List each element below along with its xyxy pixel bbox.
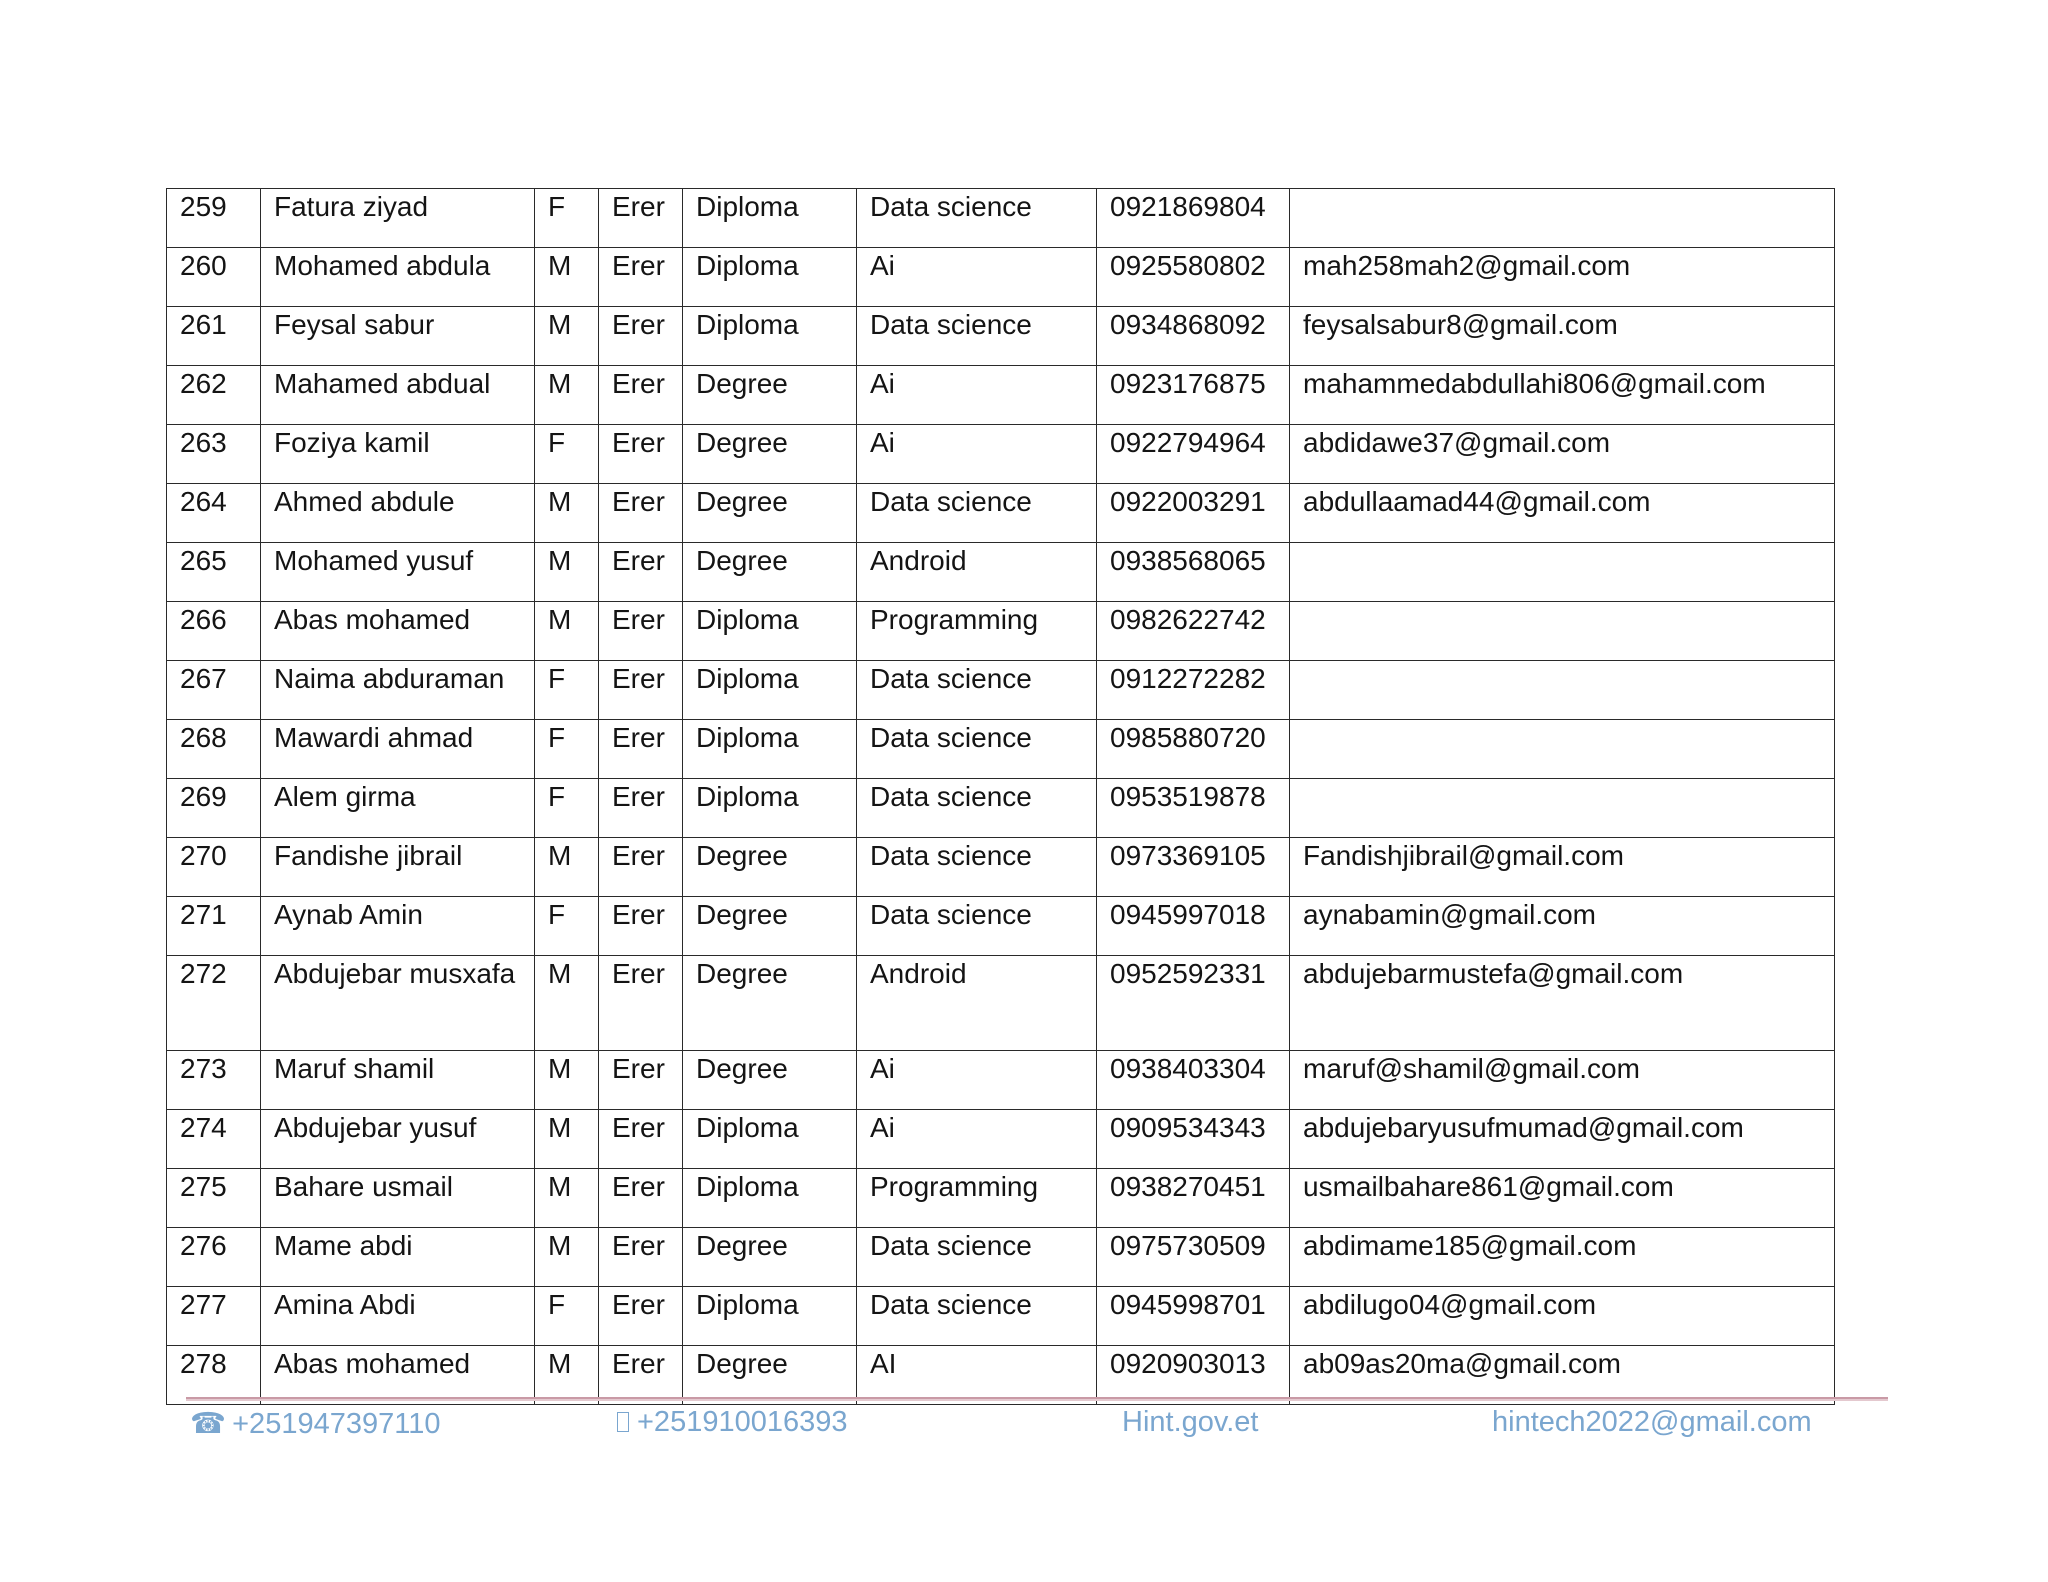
sex-cell: F: [535, 779, 599, 838]
level-cell: Diploma: [683, 307, 857, 366]
phone-cell: 0952592331: [1097, 956, 1290, 1051]
sex-cell: M: [535, 1346, 599, 1405]
phone-cell: 0938568065: [1097, 543, 1290, 602]
phone-cell: 0925580802: [1097, 248, 1290, 307]
footer-phone-secondary[interactable]: [617, 1406, 847, 1439]
email-cell: [1290, 543, 1835, 602]
email-cell: [1290, 661, 1835, 720]
table-row: [167, 1110, 1835, 1169]
table-row: [167, 602, 1835, 661]
email-cell: [1290, 720, 1835, 779]
student-name: Abas mohamed: [261, 602, 535, 661]
row-number: 261: [167, 307, 261, 366]
location-cell: Erer: [599, 897, 683, 956]
phone-cell: 0921869804: [1097, 189, 1290, 248]
email-cell: abdujebaryusufmumad@gmail.com: [1290, 1110, 1835, 1169]
sex-cell: M: [535, 248, 599, 307]
location-cell: Erer: [599, 838, 683, 897]
email-cell: abdullaamad44@gmail.com: [1290, 484, 1835, 543]
student-name: Maruf shamil: [261, 1051, 535, 1110]
sex-cell: F: [535, 425, 599, 484]
email-cell: mahammedabdullahi806@gmail.com: [1290, 366, 1835, 425]
location-cell: Erer: [599, 484, 683, 543]
table-row: [167, 1169, 1835, 1228]
sex-cell: M: [535, 484, 599, 543]
location-cell: Erer: [599, 602, 683, 661]
field-cell: Data science: [857, 1228, 1097, 1287]
row-number: 265: [167, 543, 261, 602]
level-cell: Degree: [683, 425, 857, 484]
table-row: [167, 661, 1835, 720]
location-cell: Erer: [599, 189, 683, 248]
email-cell: abdidawe37@gmail.com: [1290, 425, 1835, 484]
location-cell: Erer: [599, 248, 683, 307]
sex-cell: M: [535, 1169, 599, 1228]
location-cell: Erer: [599, 720, 683, 779]
level-cell: Diploma: [683, 661, 857, 720]
email-cell: mah258mah2@gmail.com: [1290, 248, 1835, 307]
row-number: 273: [167, 1051, 261, 1110]
email-cell: ab09as20ma@gmail.com: [1290, 1346, 1835, 1405]
student-name: Aynab Amin: [261, 897, 535, 956]
row-number: 264: [167, 484, 261, 543]
sex-cell: M: [535, 1051, 599, 1110]
location-cell: Erer: [599, 956, 683, 1051]
student-name: Feysal sabur: [261, 307, 535, 366]
student-name: Abdujebar musxafa: [261, 956, 535, 1051]
phone-cell: 0922003291: [1097, 484, 1290, 543]
row-number: 270: [167, 838, 261, 897]
email-cell: [1290, 602, 1835, 661]
field-cell: Data science: [857, 307, 1097, 366]
sex-cell: M: [535, 1228, 599, 1287]
row-number: 277: [167, 1287, 261, 1346]
student-name: Abas mohamed: [261, 1346, 535, 1405]
student-name: Fandishe jibrail: [261, 838, 535, 897]
student-name: Mawardi ahmad: [261, 720, 535, 779]
student-name: Abdujebar yusuf: [261, 1110, 535, 1169]
table-row: [167, 897, 1835, 956]
phone-cell: 0920903013: [1097, 1346, 1290, 1405]
field-cell: Android: [857, 956, 1097, 1051]
field-cell: Ai: [857, 425, 1097, 484]
sex-cell: F: [535, 720, 599, 779]
field-cell: Ai: [857, 1110, 1097, 1169]
email-cell: usmailbahare861@gmail.com: [1290, 1169, 1835, 1228]
location-cell: Erer: [599, 779, 683, 838]
table-row: [167, 1287, 1835, 1346]
level-cell: Diploma: [683, 1110, 857, 1169]
level-cell: Diploma: [683, 189, 857, 248]
sex-cell: F: [535, 189, 599, 248]
row-number: 266: [167, 602, 261, 661]
footer-phone-primary[interactable]: [190, 1406, 440, 1441]
table-row: [167, 484, 1835, 543]
student-name: Mohamed yusuf: [261, 543, 535, 602]
student-name: Mohamed abdula: [261, 248, 535, 307]
email-cell: feysalsabur8@gmail.com: [1290, 307, 1835, 366]
phone-cell: 0912272282: [1097, 661, 1290, 720]
student-name: Bahare usmail: [261, 1169, 535, 1228]
field-cell: Programming: [857, 602, 1097, 661]
student-name: Amina Abdi: [261, 1287, 535, 1346]
footer-website-link[interactable]: Hint.gov.et: [1122, 1406, 1259, 1438]
phone-cell: 0945997018: [1097, 897, 1290, 956]
table-row: [167, 779, 1835, 838]
row-number: 275: [167, 1169, 261, 1228]
email-cell: abdujebarmustefa@gmail.com: [1290, 956, 1835, 1051]
sex-cell: M: [535, 838, 599, 897]
row-number: 274: [167, 1110, 261, 1169]
level-cell: Degree: [683, 838, 857, 897]
table-row: [167, 307, 1835, 366]
field-cell: Android: [857, 543, 1097, 602]
phone-cell: 0909534343: [1097, 1110, 1290, 1169]
phone-cell: 0923176875: [1097, 366, 1290, 425]
email-cell: abdimame185@gmail.com: [1290, 1228, 1835, 1287]
field-cell: Ai: [857, 248, 1097, 307]
level-cell: Diploma: [683, 602, 857, 661]
field-cell: Programming: [857, 1169, 1097, 1228]
telephone-icon: ☎: [190, 1408, 227, 1440]
sex-cell: M: [535, 366, 599, 425]
field-cell: AI: [857, 1346, 1097, 1405]
email-cell: maruf@shamil@gmail.com: [1290, 1051, 1835, 1110]
field-cell: Data science: [857, 661, 1097, 720]
location-cell: Erer: [599, 1287, 683, 1346]
level-cell: Degree: [683, 484, 857, 543]
field-cell: Data science: [857, 189, 1097, 248]
footer-email-link[interactable]: hintech2022@gmail.com: [1492, 1406, 1812, 1438]
location-cell: Erer: [599, 1110, 683, 1169]
row-number: 272: [167, 956, 261, 1051]
level-cell: Degree: [683, 366, 857, 425]
phone-cell: 0982622742: [1097, 602, 1290, 661]
field-cell: Data science: [857, 720, 1097, 779]
field-cell: Data science: [857, 1287, 1097, 1346]
table-row: [167, 248, 1835, 307]
sex-cell: M: [535, 307, 599, 366]
sex-cell: M: [535, 602, 599, 661]
level-cell: Degree: [683, 1346, 857, 1405]
email-cell: abdilugo04@gmail.com: [1290, 1287, 1835, 1346]
field-cell: Data science: [857, 838, 1097, 897]
phone-cell: 0934868092: [1097, 307, 1290, 366]
sex-cell: M: [535, 956, 599, 1051]
table-row: [167, 425, 1835, 484]
footer-phone-primary-text: +251947397110: [232, 1408, 441, 1440]
phone-cell: 0945998701: [1097, 1287, 1290, 1346]
table-row: [167, 1051, 1835, 1110]
phone-cell: 0953519878: [1097, 779, 1290, 838]
field-cell: Data science: [857, 779, 1097, 838]
phone-cell: 0973369105: [1097, 838, 1290, 897]
row-number: 267: [167, 661, 261, 720]
phone-cell: 0985880720: [1097, 720, 1290, 779]
location-cell: Erer: [599, 543, 683, 602]
row-number: 278: [167, 1346, 261, 1405]
location-cell: Erer: [599, 1346, 683, 1405]
location-cell: Erer: [599, 366, 683, 425]
level-cell: Diploma: [683, 248, 857, 307]
student-name: Alem girma: [261, 779, 535, 838]
sex-cell: F: [535, 1287, 599, 1346]
level-cell: Diploma: [683, 779, 857, 838]
field-cell: Data science: [857, 897, 1097, 956]
location-cell: Erer: [599, 1228, 683, 1287]
sex-cell: M: [535, 1110, 599, 1169]
field-cell: Ai: [857, 1051, 1097, 1110]
table-row: [167, 956, 1835, 1051]
footer-divider: [186, 1397, 1888, 1399]
level-cell: Degree: [683, 1228, 857, 1287]
table-row: [167, 543, 1835, 602]
row-number: 269: [167, 779, 261, 838]
email-cell: aynabamin@gmail.com: [1290, 897, 1835, 956]
student-name: Foziya kamil: [261, 425, 535, 484]
sex-cell: F: [535, 897, 599, 956]
mobile-phone-icon: [617, 1412, 629, 1432]
level-cell: Diploma: [683, 1287, 857, 1346]
location-cell: Erer: [599, 1051, 683, 1110]
table-row: [167, 838, 1835, 897]
table-row: [167, 366, 1835, 425]
table-row: [167, 1346, 1835, 1405]
level-cell: Diploma: [683, 1169, 857, 1228]
student-roster-table: [166, 188, 1835, 1405]
location-cell: Erer: [599, 661, 683, 720]
level-cell: Degree: [683, 543, 857, 602]
row-number: 260: [167, 248, 261, 307]
student-name: Mame abdi: [261, 1228, 535, 1287]
table-row: [167, 189, 1835, 248]
phone-cell: 0938270451: [1097, 1169, 1290, 1228]
row-number: 268: [167, 720, 261, 779]
row-number: 271: [167, 897, 261, 956]
page-footer: [0, 1406, 2048, 1450]
location-cell: Erer: [599, 307, 683, 366]
location-cell: Erer: [599, 1169, 683, 1228]
row-number: 262: [167, 366, 261, 425]
phone-cell: 0922794964: [1097, 425, 1290, 484]
sex-cell: F: [535, 661, 599, 720]
field-cell: Data science: [857, 484, 1097, 543]
phone-cell: 0938403304: [1097, 1051, 1290, 1110]
field-cell: Ai: [857, 366, 1097, 425]
location-cell: Erer: [599, 425, 683, 484]
level-cell: Degree: [683, 1051, 857, 1110]
student-name: Fatura ziyad: [261, 189, 535, 248]
email-cell: [1290, 779, 1835, 838]
table-row: [167, 1228, 1835, 1287]
student-name: Naima abduraman: [261, 661, 535, 720]
student-name: Ahmed abdule: [261, 484, 535, 543]
phone-cell: 0975730509: [1097, 1228, 1290, 1287]
student-name: Mahamed abdual: [261, 366, 535, 425]
footer-phone-secondary-text: +251910016393: [637, 1406, 848, 1438]
row-number: 263: [167, 425, 261, 484]
level-cell: Degree: [683, 956, 857, 1051]
email-cell: Fandishjibrail@gmail.com: [1290, 838, 1835, 897]
row-number: 276: [167, 1228, 261, 1287]
level-cell: Diploma: [683, 720, 857, 779]
row-number: 259: [167, 189, 261, 248]
sex-cell: M: [535, 543, 599, 602]
table-row: [167, 720, 1835, 779]
level-cell: Degree: [683, 897, 857, 956]
email-cell: [1290, 189, 1835, 248]
